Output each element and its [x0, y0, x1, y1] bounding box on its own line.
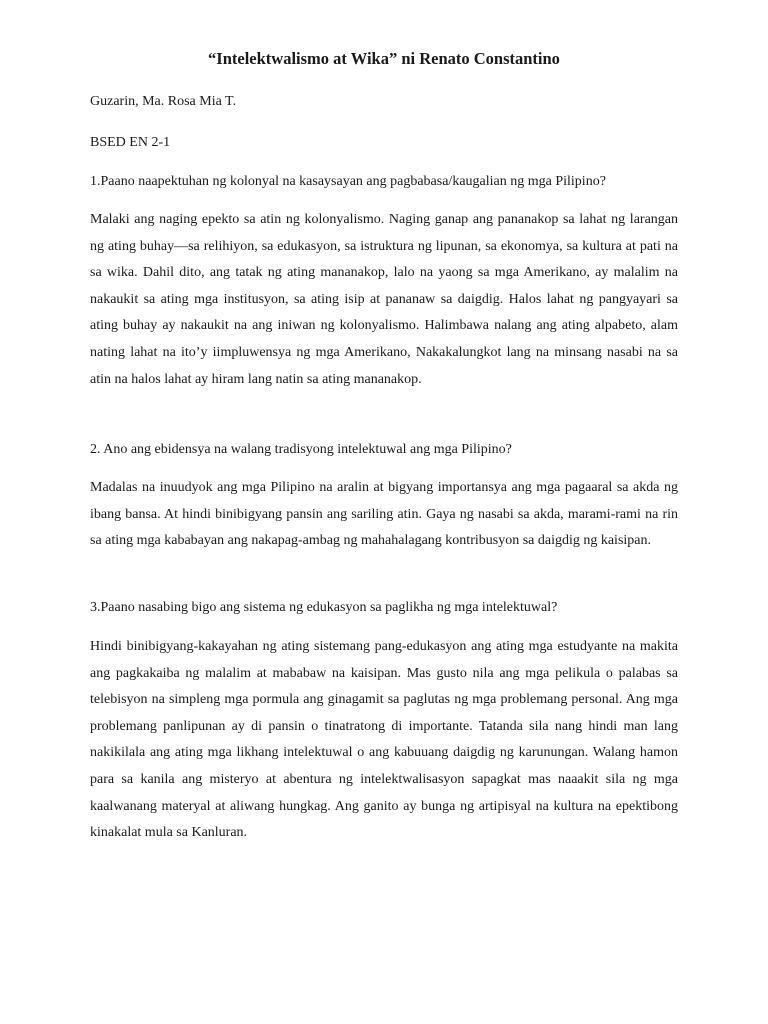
answer-2: Madalas na inuudyok ang mga Pilipino na aralin at bigyang importansya ang mga pagaaral sa akda ng ibang bansa. At hindi binibigyang pansin ang sariling atin. Gaya ng nasabi sa akda, marami-rami na rin sa ating mga kababayan ang nakapag-ambag ng mahahalagang kontribusyon sa daigdig ng kaisipan. — [90, 480, 678, 549]
question-3: 3.Paano nasabing bigo ang sistema ng edukasyon sa paglikha ng mga intelektuwal? — [90, 600, 558, 615]
question-1: 1.Paano naapektuhan ng kolonyal na kasaysayan ang pagbabasa/kaugalian ng mga Pilipino? — [90, 174, 606, 189]
answer-1: Malaki ang naging epekto sa atin ng kolonyalismo. Naging ganap ang pananakop sa lahat ng larangan ng ating buhay—sa relihiyon, sa edukasyon, sa istruktura ng lipunan, sa ekonomya, sa kultura at pati na sa wika. Dahil dito, ang tatak ng ating mananakop, lalo na yaong sa mga Amerikano, ay malalim na nakaukit sa ating mga institusyon, sa ating isip at pananaw sa daigdig. Halos lahat ng pangyayari sa ating buhay ay nakaukit na ang iniwan ng kolonyalismo. Halimbawa nalang ang ating alpabeto, alam nating lahat na ito’y iimpluwensya ng mga Amerikano, Nakakalungkot lang na minsang nasabi na sa atin na halos lahat ay hiram lang natin sa ating mananakop. — [90, 212, 678, 387]
class-section: BSED EN 2-1 — [90, 135, 171, 150]
answer-3: Hindi binibigyang-kakayahan ng ating sistemang pang-edukasyon ang ating mga estudyante na makita ang pagkakaiba ng malalim at mababaw na kaisipan. Mas gusto nila ang mga pelikula o palabas sa telebisyon na simpleng mga pormula ang ginagamit sa paglutas ng mga problemang personal. Ang mga problemang panlipunan ay di pansin o tinatratong di importante. Tatanda sila nang hindi man lang nakikilala ang ating mga likhang intelektuwal o ang kabuuang daigdig ng karunungan. Walang hamon para sa kanila ang misteryo at abentura ng intelektwalisasyon sapagkat mas naaakit sila ng mga kaalwanang materyal at aliwang hungkag. Ang ganito ay bunga ng artipisyal na kultura na epektibong kinakalat mula sa Kanluran. — [90, 639, 678, 841]
question-2: 2. Ano ang ebidensya na walang tradisyong intelektuwal ang mga Pilipino? — [90, 442, 512, 457]
author-name: Guzarin, Ma. Rosa Mia T. — [90, 94, 237, 109]
document-title: “Intelektwalismo at Wika” ni Renato Constantino — [208, 49, 560, 68]
